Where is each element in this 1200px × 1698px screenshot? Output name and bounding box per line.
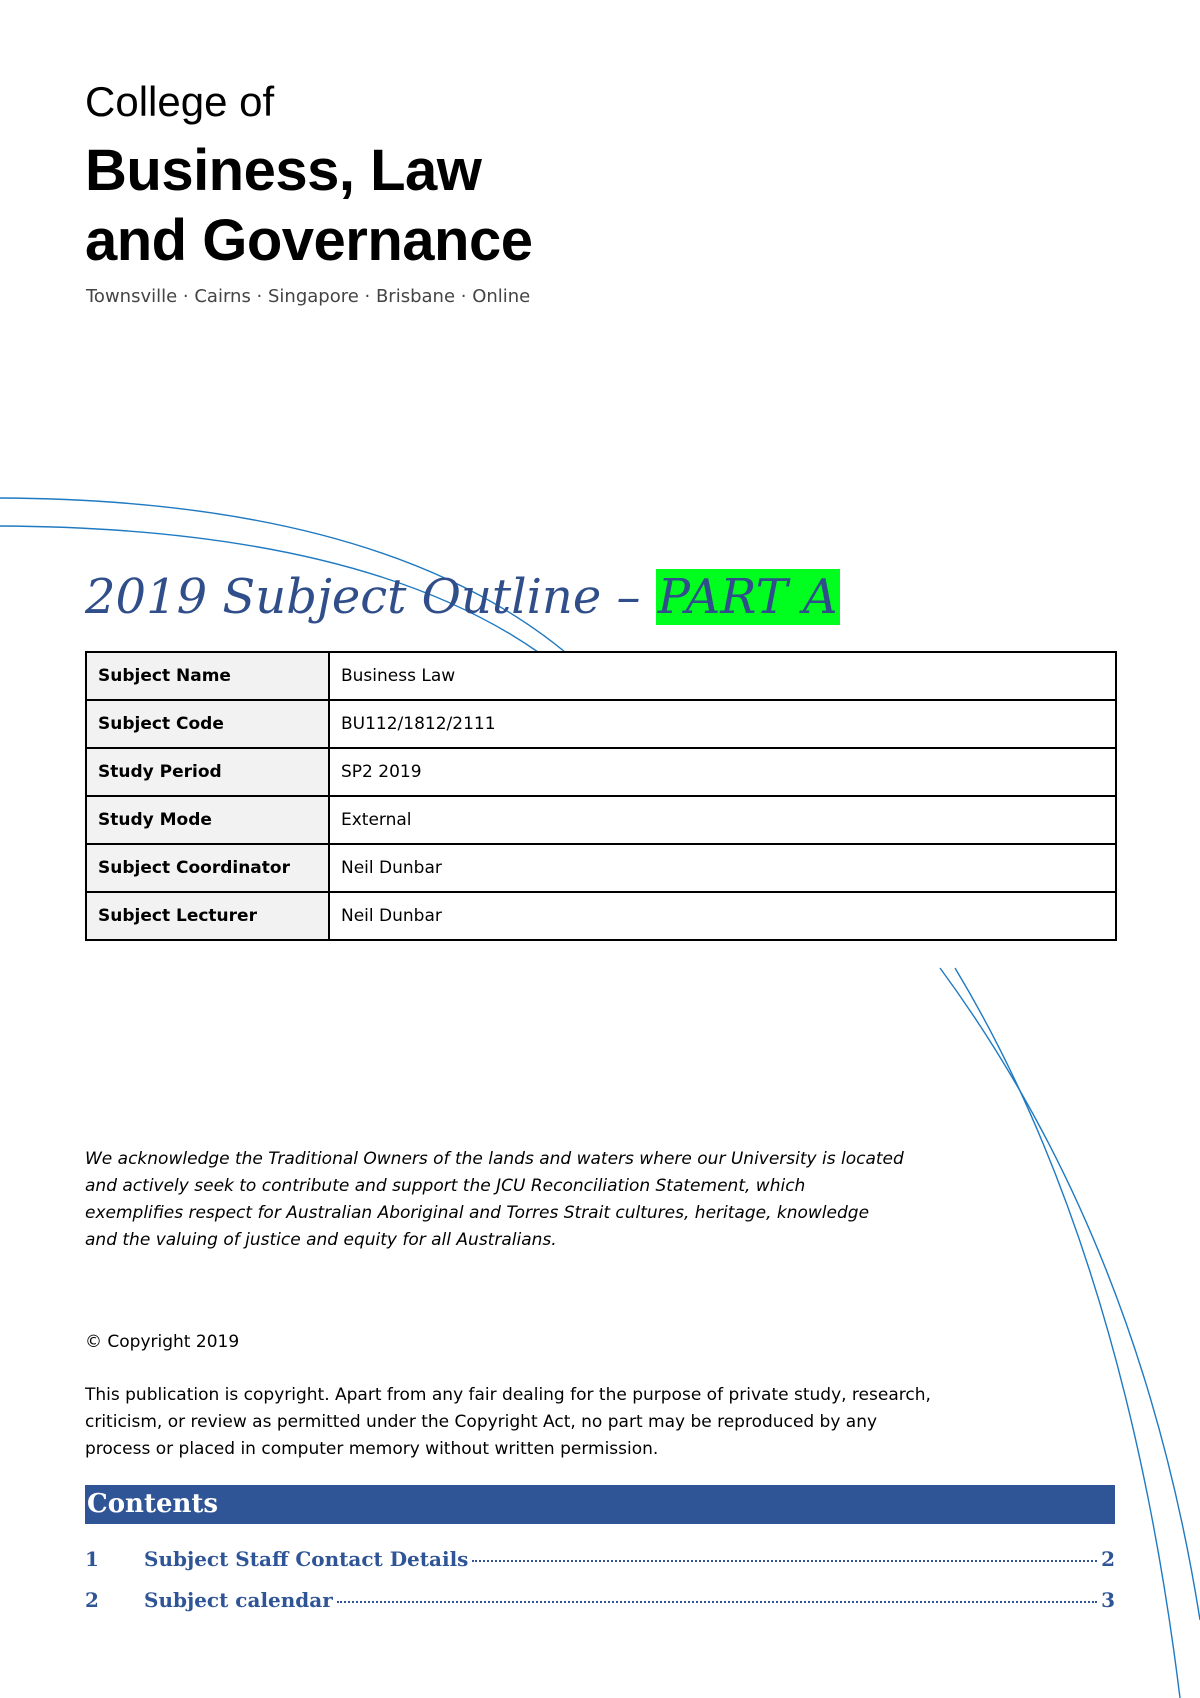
acknowledgement-of-country: We acknowledge the Traditional Owners of the lands and waters where our University is located and actively seek to contribute and support the JCU Reconciliation Statement, which exemplifies respect for Australian Aboriginal and Torres Strait cultures, heritage, knowledge and the valuing of justice and equity for all Australians.: [85, 1149, 904, 1250]
toc-dot-leader: [472, 1560, 1097, 1562]
subject-lecturer-value: Neil Dunbar: [329, 892, 1116, 940]
subject-name-value: Business Law: [329, 652, 1116, 700]
toc-item-number: 2: [85, 1588, 99, 1612]
subject-code-value: BU112/1812/2111: [329, 700, 1116, 748]
toc-item-page: 2: [1101, 1547, 1115, 1571]
table-row: [86, 796, 1116, 844]
study-period-label: Study Period: [86, 748, 329, 796]
college-prefix: College of: [85, 78, 275, 125]
subject-outline-title: [85, 562, 840, 632]
subject-name-label: Subject Name: [86, 652, 329, 700]
study-mode-label: Study Mode: [86, 796, 329, 844]
subject-code-label: Subject Code: [86, 700, 329, 748]
subject-lecturer-label: Subject Lecturer: [86, 892, 329, 940]
table-of-contents: [85, 1547, 1115, 1629]
contents-heading: Contents: [85, 1485, 1115, 1524]
copyright-statement: This publication is copyright. Apart from any fair dealing for the purpose of private study, research, criticism, or review as permitted under the Copyright Act, no part may be reproduced by any process or placed in computer memory without written permission.: [85, 1385, 931, 1459]
copyright-notice: © Copyright 2019: [85, 1332, 240, 1352]
title-text: 2019 Subject Outline –: [85, 569, 656, 625]
college-name-line1: Business, Law: [85, 138, 482, 203]
subject-details-table: [85, 651, 1117, 941]
college-name: [85, 136, 532, 276]
subject-coordinator-label: Subject Coordinator: [86, 844, 329, 892]
toc-dot-leader: [337, 1601, 1097, 1603]
subject-coordinator-value: Neil Dunbar: [329, 844, 1116, 892]
table-row: [86, 892, 1116, 940]
study-period-value: SP2 2019: [329, 748, 1116, 796]
table-row: [86, 844, 1116, 892]
toc-item-staff-contact[interactable]: [85, 1547, 1115, 1588]
college-name-line2: and Governance: [85, 208, 533, 273]
toc-item-subject-calendar[interactable]: [85, 1588, 1115, 1629]
table-row: [86, 748, 1116, 796]
toc-item-label: Subject Staff Contact Details: [144, 1547, 469, 1571]
title-highlight: PART A: [657, 569, 838, 625]
toc-item-number: 1: [85, 1547, 99, 1571]
table-row: [86, 700, 1116, 748]
toc-item-page: 3: [1101, 1588, 1115, 1612]
toc-item-label: Subject calendar: [144, 1588, 333, 1612]
campus-list: Townsville · Cairns · Singapore · Brisbane · Online: [86, 286, 531, 307]
study-mode-value: External: [329, 796, 1116, 844]
table-row: [86, 652, 1116, 700]
